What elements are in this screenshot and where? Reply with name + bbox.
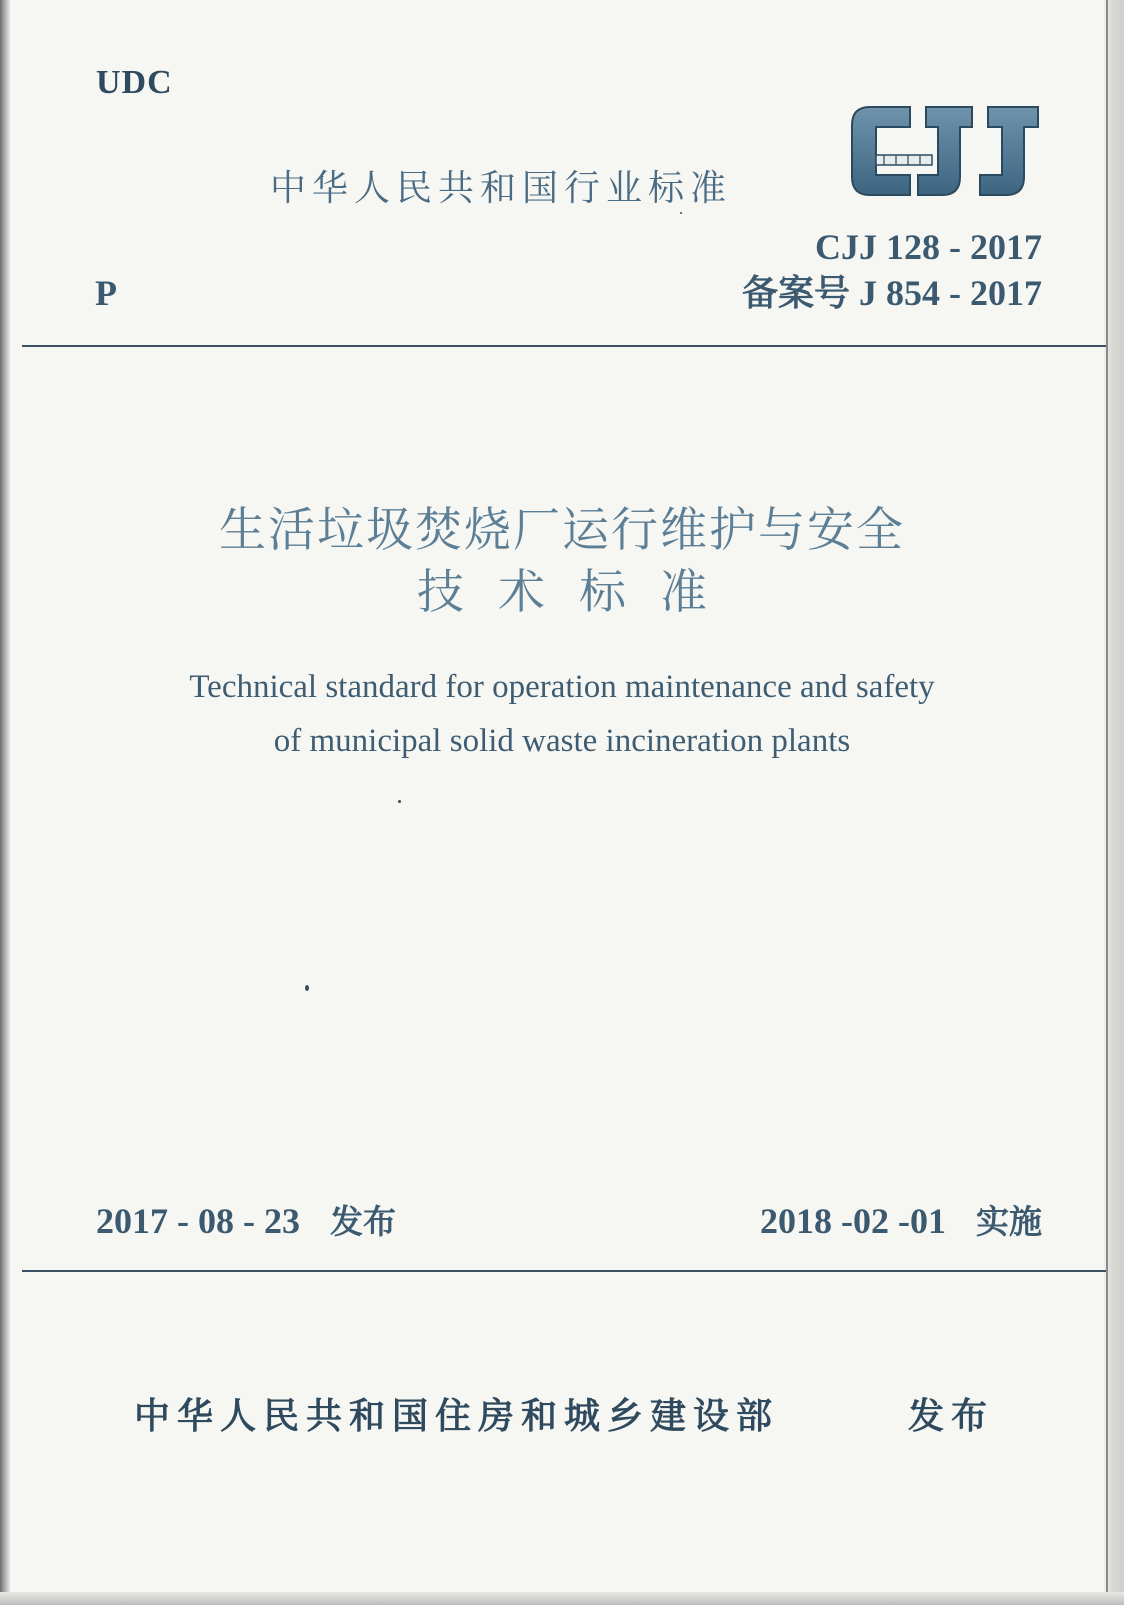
scan-speck <box>398 800 401 803</box>
title-chinese <box>0 500 1124 624</box>
publisher-label: 发布 <box>908 1396 995 1437</box>
cjj-logo-icon <box>848 103 1044 199</box>
page-bottom-edge <box>0 1592 1124 1605</box>
bottom-divider <box>22 1270 1106 1272</box>
standard-number: CJJ 128 - 2017 <box>815 227 1042 267</box>
record-number: 备案号 J 854 - 2017 <box>742 273 1042 313</box>
top-divider <box>22 345 1106 347</box>
title-english-line1: Technical standard for operation maintenance and safety <box>189 669 935 705</box>
effective-label: 实施 <box>976 1202 1042 1241</box>
publisher-name: 中华人民共和国住房和城乡建设部 <box>134 1396 780 1437</box>
title-chinese-line2: 技术标准 <box>417 565 741 620</box>
issue-label: 发布 <box>329 1202 396 1241</box>
title-english-line2: of municipal solid waste incineration plants <box>273 723 851 759</box>
page-right-fold-line <box>1106 0 1108 1605</box>
issue-date: 2017 - 08 - 23 <box>96 1201 300 1241</box>
effective-date: 2018 -02 -01 <box>760 1201 946 1241</box>
title-english <box>0 660 1124 768</box>
standard-code-block <box>700 225 1042 317</box>
scan-speck <box>305 985 309 991</box>
page-left-edge <box>0 0 10 1605</box>
industry-standard-heading: 中华人民共和国行业标准 <box>270 168 733 209</box>
title-chinese-line1: 生活垃圾焚烧厂运行维护与安全 <box>219 503 905 558</box>
scan-speck <box>680 212 682 214</box>
effective-date-line <box>700 1196 1042 1243</box>
category-code: P <box>95 273 117 313</box>
udc-label: UDC <box>96 64 173 101</box>
issue-date-line <box>96 1196 396 1243</box>
